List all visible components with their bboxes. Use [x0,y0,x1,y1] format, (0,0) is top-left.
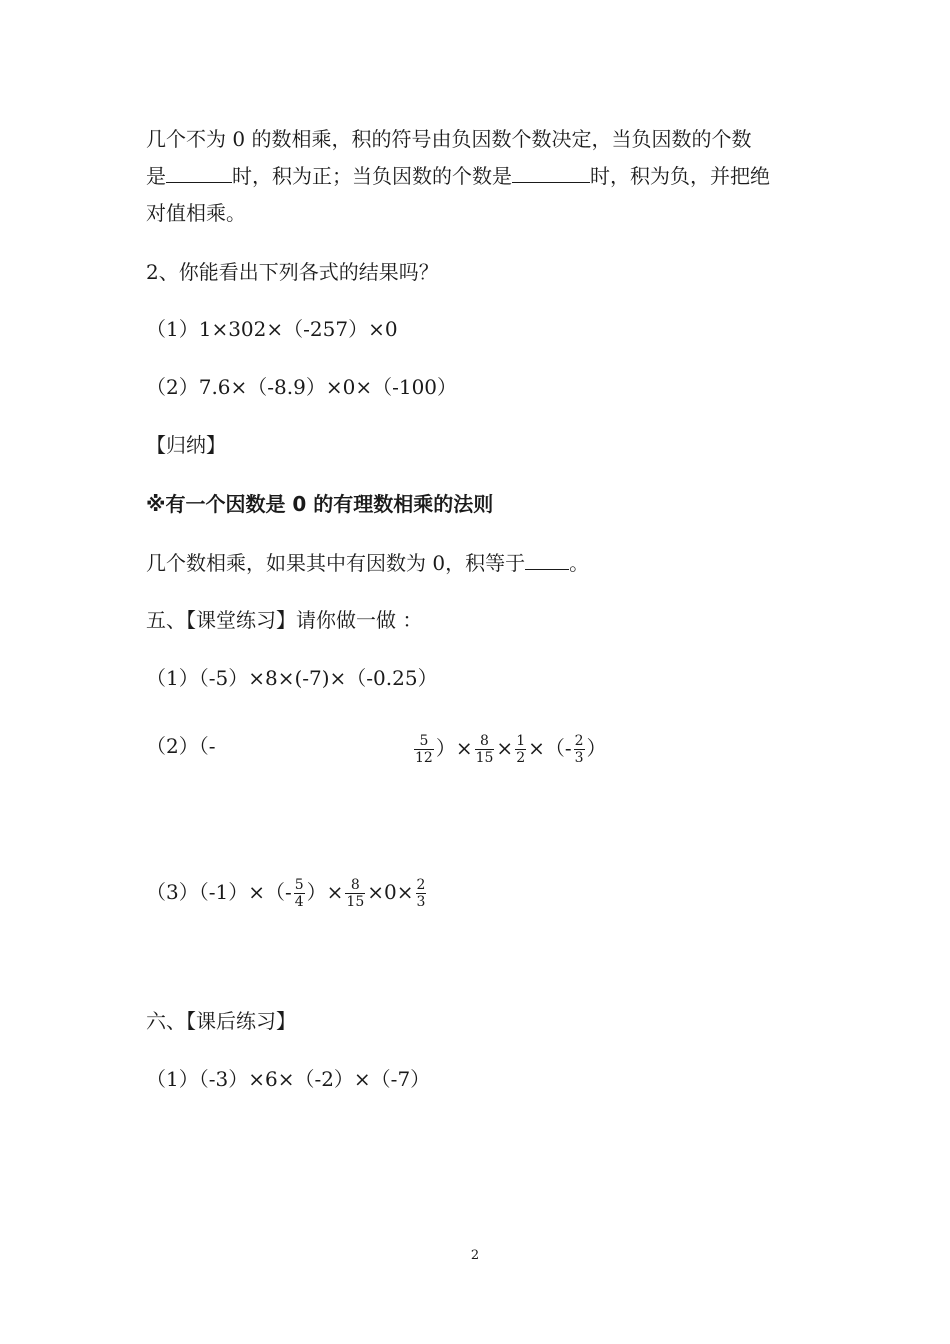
operator: ×0× [367,880,414,904]
answer-blank-even[interactable] [166,162,232,183]
fraction-denominator: 3 [416,894,426,910]
rule-text-segment: 。 [569,551,590,575]
zero-factor-rule-title: ※有一个因数是 0 的有理数相乘的法则 [146,492,494,516]
section-6-exercise-1: （1）（-3）×6×（-2）×（-7） [146,1067,431,1091]
fraction-numerator: 5 [414,733,434,750]
fraction [414,733,434,766]
section-5-exercise-2-expression [412,728,607,768]
answer-blank-odd[interactable] [512,162,590,183]
fraction-numerator: 2 [416,877,426,893]
rule-negative-line3: 对值相乘。 [146,201,246,225]
fraction-numerator: 8 [345,877,365,894]
fraction [416,877,427,910]
fraction-denominator: 15 [475,750,494,766]
fraction [345,877,365,910]
fraction-denominator: 3 [574,750,584,766]
section-5-exercise-2-prefix: （2）（- [146,734,216,758]
fraction-numerator: 5 [294,877,304,893]
fraction [515,733,526,766]
operator: ） [586,736,607,760]
fraction-denominator: 4 [294,894,304,910]
rule-negative-line2 [146,162,770,189]
question-2-item-1: （1）1×302×（-257）×0 [146,317,398,341]
fraction-numerator: 1 [516,733,526,749]
fraction [475,733,495,766]
section-5-title: 五、【课堂练习】请你做一做 ： [146,608,423,632]
section-5-exercise-1: （1）（-5）×8×(-7)×（-0.25） [146,666,438,690]
fraction-numerator: 2 [574,733,584,749]
fraction [294,877,305,910]
operator: ）× [306,880,344,904]
fraction-denominator: 15 [346,894,365,910]
question-2-item-2: （2）7.6×（-8.9）×0×（-100） [146,375,458,399]
rule-text-segment: 时，积为正；当负因数的个数是 [232,164,512,188]
operator: ×（- [528,736,572,760]
answer-blank-zero[interactable] [525,549,569,570]
rule-text-segment: 时，积为负，并把绝 [590,164,770,188]
rule-negative-line1: 几个不为 0 的数相乘，积的符号由负因数个数决定，当负因数的个数 [146,127,752,151]
page-number: 2 [470,1248,480,1263]
zero-factor-rule-text [146,549,589,576]
fraction-denominator: 2 [516,750,526,766]
operator: ）× [435,736,473,760]
expression-prefix: （3）（-1）×（- [146,880,292,904]
operator: × [496,736,514,760]
fraction-numerator: 8 [475,733,495,750]
question-2-title: 2、你能看出下列各式的结果吗？ [146,260,439,284]
rule-text-segment: 是 [146,164,166,188]
rule-text-segment: 几个数相乘，如果其中有因数为 0，积等于 [146,551,526,575]
section-6-title: 六、【课后练习】 [146,1009,296,1033]
fraction [574,733,585,766]
fraction-denominator: 12 [415,750,433,766]
summary-heading: 【归纳】 [146,433,226,457]
section-5-exercise-3 [146,872,428,912]
